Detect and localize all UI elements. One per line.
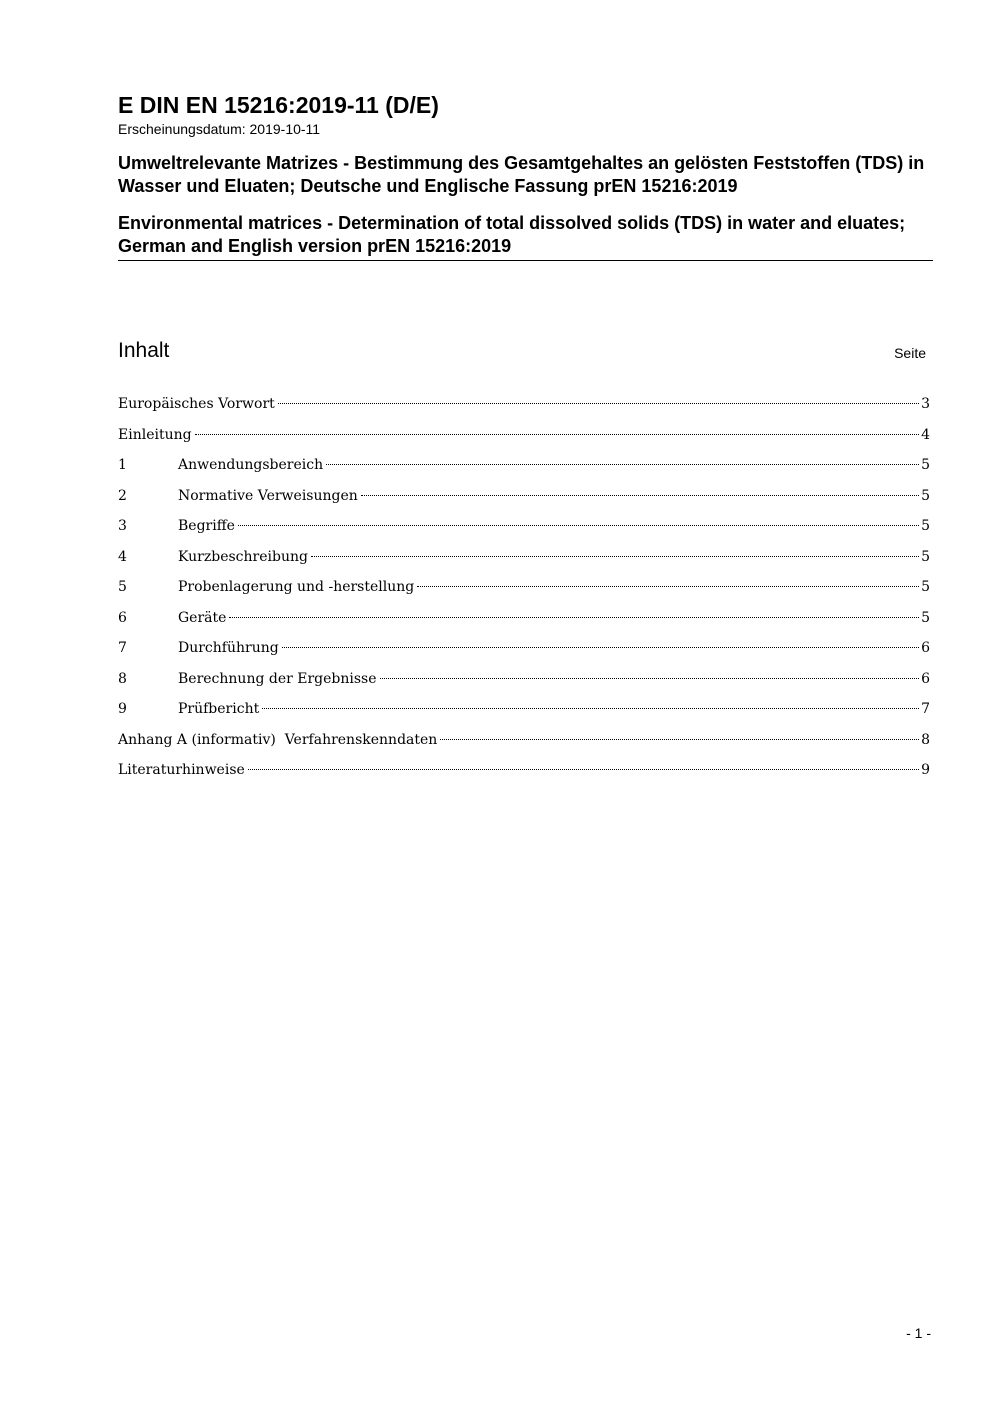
toc-dot-leader [326,464,919,465]
toc-dot-leader [417,586,919,587]
toc-entry-page: 5 [921,518,930,534]
toc-entry-page: 4 [921,426,930,443]
toc-entry-label[interactable]: Durchführung [178,640,279,656]
toc-entry-page: 5 [921,579,930,595]
toc-entry-label[interactable]: Einleitung [118,426,192,443]
toc-entry[interactable] [118,393,930,424]
toc-entry-number: 2 [118,487,127,504]
toc-entry[interactable] [118,668,930,699]
toc-entry-label[interactable]: Geräte [178,609,227,626]
toc-entry-page: 5 [921,548,930,565]
toc-entry[interactable] [118,515,930,546]
toc-entry-number: 9 [118,701,127,717]
toc-entry-label[interactable]: Normative Verweisungen [178,487,358,504]
toc-entry-page: 3 [921,396,930,412]
toc-entry[interactable] [118,546,930,577]
toc-entry[interactable] [118,485,930,516]
toc-entry-page: 7 [921,701,930,717]
toc-entry-number: 3 [118,518,127,534]
title-english: Environmental matrices - Determination of total dissolved solids (TDS) in water and eluates; German and English version prEN 15216:2019 [118,212,933,261]
toc-entry[interactable] [118,424,930,455]
toc-entry-number: 6 [118,609,127,626]
table-of-contents [118,393,930,790]
toc-entry[interactable] [118,607,930,638]
toc-dot-leader [440,739,919,740]
toc-entry-number: 1 [118,457,127,473]
toc-dot-leader [380,678,920,679]
toc-entry[interactable] [118,576,930,607]
document-header [118,90,933,261]
toc-dot-leader [238,525,919,526]
toc-header [118,337,926,367]
toc-entry-page: 5 [921,609,930,626]
title-german: Umweltrelevante Matrizes - Bestimmung des Gesamtgehaltes an gelösten Feststoffen (TDS) in Wasser und Eluaten; Deutsche und Englische Fassung prEN 15216:2019 [118,153,925,196]
toc-dot-leader [229,617,919,618]
toc-entry[interactable] [118,759,930,790]
toc-entry-page: 6 [921,640,930,656]
toc-entry-page: 9 [921,762,930,778]
toc-entry-page: 6 [921,670,930,687]
toc-entry-label[interactable]: Literaturhinweise [118,762,245,778]
toc-entry-label[interactable]: Kurzbeschreibung [178,548,308,565]
toc-dot-leader [248,769,919,770]
toc-entry-number: 8 [118,670,127,687]
toc-page-column-label: Seite [894,345,926,361]
toc-title: Inhalt [118,339,170,362]
toc-entry-number: 7 [118,640,127,656]
toc-entry-label[interactable]: Prüfbericht [178,701,260,717]
toc-dot-leader [311,556,919,557]
toc-entry-label[interactable]: Begriffe [178,518,235,534]
toc-entry-number: 4 [118,548,127,565]
toc-entry-page: 5 [921,487,930,504]
toc-dot-leader [282,647,919,648]
toc-entry-label[interactable]: Anwendungsbereich [178,457,324,473]
toc-dot-leader [278,403,919,404]
toc-entry-label[interactable]: Probenlagerung und -herstellung [178,579,415,595]
toc-dot-leader [195,434,920,435]
toc-dot-leader [262,708,919,709]
page-number: - 1 - [906,1325,931,1341]
toc-entry-label[interactable]: Anhang A (informativ) Verfahrenskenndaten [118,731,438,748]
toc-entry-number: 5 [118,579,127,595]
toc-entry[interactable] [118,454,930,485]
toc-entry-label[interactable]: Berechnung der Ergebnisse [178,670,377,687]
toc-entry-label[interactable]: Europäisches Vorwort [118,396,275,412]
toc-dot-leader [361,495,919,496]
publication-date: Erscheinungsdatum: 2019-10-11 [118,121,321,137]
toc-entry-page: 5 [921,457,930,473]
toc-entry[interactable] [118,729,930,760]
toc-entry[interactable] [118,637,930,668]
document-id: E DIN EN 15216:2019-11 (D/E) [118,92,439,118]
toc-entry[interactable] [118,698,930,729]
toc-entry-page: 8 [921,731,930,748]
